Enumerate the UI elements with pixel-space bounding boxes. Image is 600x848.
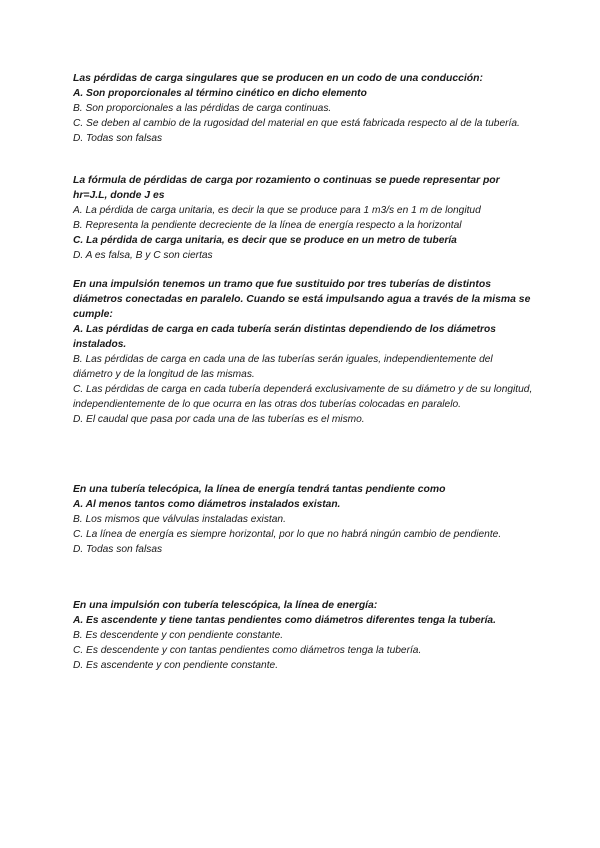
question-title: En una impulsión con tubería telescópica, la línea de energía: [73,600,378,611]
option-a: A. Las pérdidas de carga en cada tubería serán distintas dependiendo de los diámetros instalados. [73,324,496,350]
option-c: C. Se deben al cambio de la rugosidad del material en que está fabricada respecto al de la tubería. [73,118,520,129]
option-c: C. La pérdida de carga unitaria, es decir que se produce en un metro de tubería [73,235,457,246]
question-title: En una tubería telecópica, la línea de energía tendrá tantas pendiente como [73,484,446,495]
option-b: B. Los mismos que válvulas instaladas existan. [73,514,286,525]
option-b: B. Son proporcionales a las pérdidas de carga continuas. [73,103,332,114]
option-d: D. El caudal que pasa por cada una de las tuberías es el mismo. [73,414,365,425]
question-4 [73,482,533,557]
option-d: D. A es falsa, B y C son ciertas [73,250,213,261]
option-b: B. Representa la pendiente decreciente de la línea de energía respecto a la horizontal [73,220,462,231]
option-b: B. Las pérdidas de carga en cada una de las tuberías serán iguales, independientemente del diámetro y de la longitud de las mismas. [73,354,493,380]
question-title: Las pérdidas de carga singulares que se producen en un codo de una conducción: [73,73,483,84]
option-d: D. Todas son falsas [73,133,163,144]
option-b: B. Es descendente y con pendiente constante. [73,630,284,641]
option-a: A. Es ascendente y tiene tantas pendientes como diámetros diferentes tenga la tubería. [73,615,496,626]
question-title: La fórmula de pérdidas de carga por rozamiento o continuas se puede representar por hr=J.L, donde J es [73,175,500,201]
option-c: C. La línea de energía es siempre horizontal, por lo que no habrá ningún cambio de pendiente. [73,529,502,540]
option-a: A. Al menos tantos como diámetros instalados existan. [73,499,341,510]
question-2 [73,173,533,263]
option-c: C. Las pérdidas de carga en cada tubería dependerá exclusivamente de su diámetro y de su longitud, independientemente de lo que ocurra en las otras dos tuberías colocadas en paralelo. [73,384,533,410]
option-d: D. Es ascendente y con pendiente constante. [73,660,279,671]
question-title: En una impulsión tenemos un tramo que fue sustituido por tres tuberías de distintos diámetros conectadas en paralelo. Cuando se está impulsando agua a través de la misma se cumple: [73,279,531,320]
question-1 [73,71,533,146]
question-5 [73,598,533,673]
option-a: A. Son proporcionales al término cinético en dicho elemento [73,88,367,99]
option-d: D. Todas son falsas [73,544,163,555]
option-c: C. Es descendente y con tantas pendientes como diámetros tenga la tubería. [73,645,422,656]
question-3 [73,277,533,427]
option-a: A. La pérdida de carga unitaria, es decir la que se produce para 1 m3/s en 1 m de longitud [73,205,481,216]
